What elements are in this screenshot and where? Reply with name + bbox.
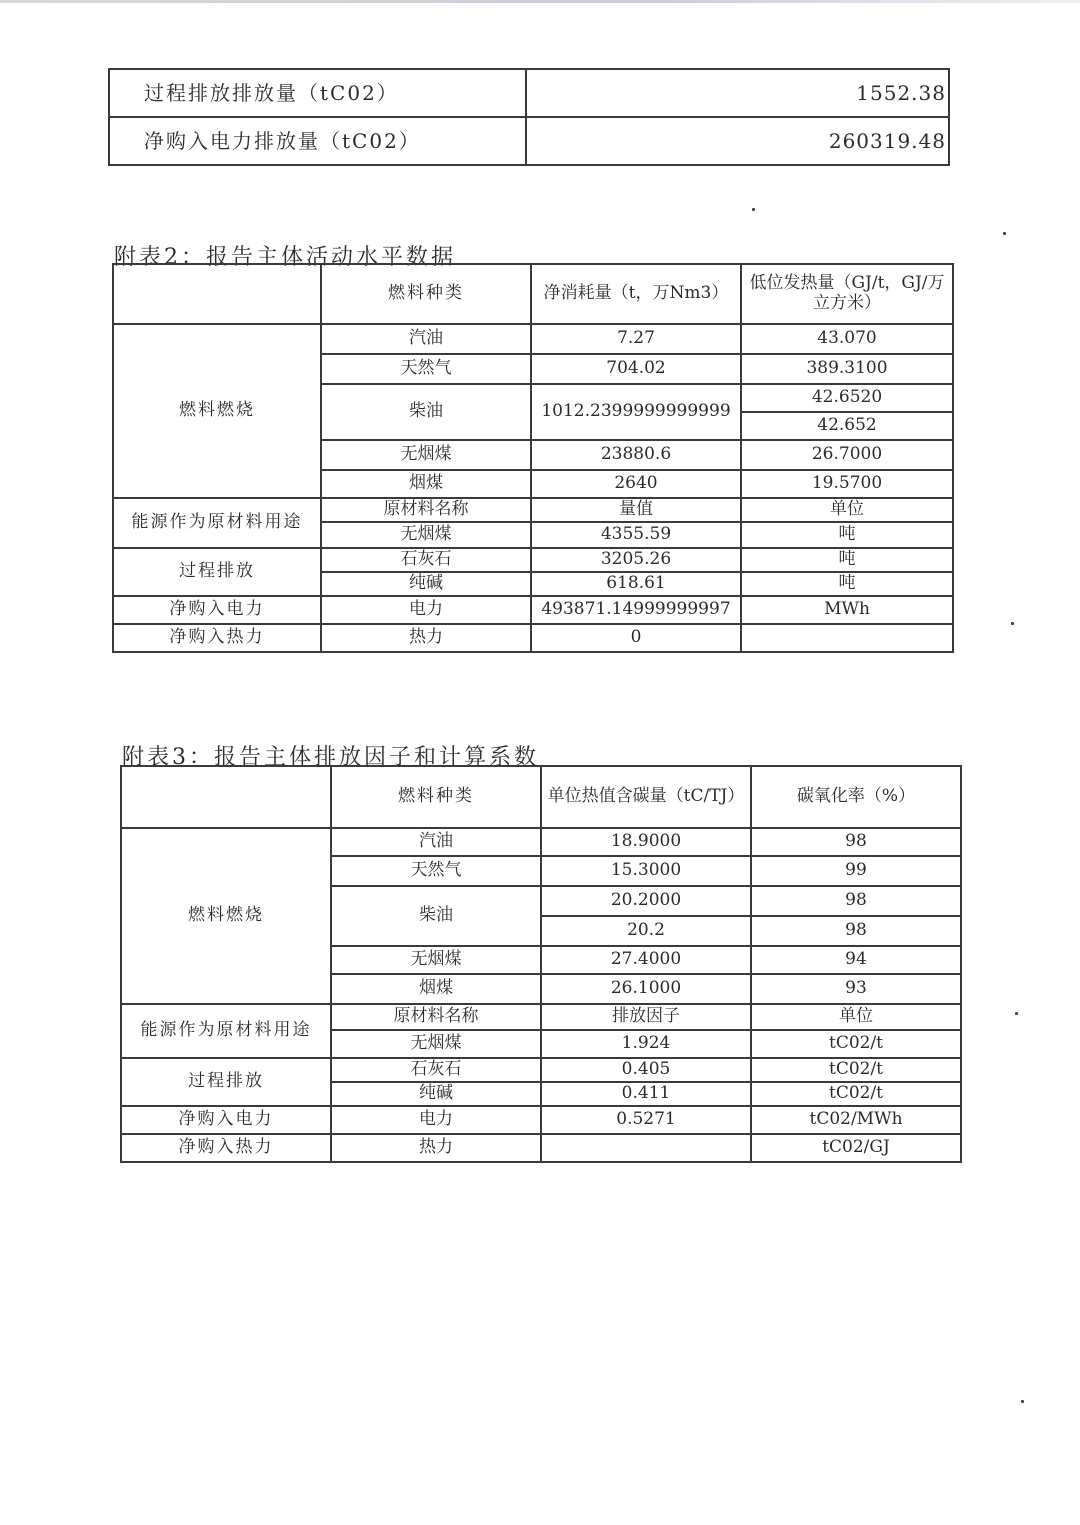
activity-data-table bbox=[112, 263, 954, 653]
table-row bbox=[121, 1004, 961, 1030]
fuel-name: 无烟煤 bbox=[331, 946, 541, 974]
fuel-name: 汽油 bbox=[321, 324, 531, 354]
scan-speck bbox=[1003, 232, 1006, 235]
material-name: 石灰石 bbox=[321, 548, 531, 572]
unit-value: tC02/GJ bbox=[751, 1134, 961, 1162]
scan-edge bbox=[0, 0, 1080, 3]
fuel-name: 柴油 bbox=[321, 384, 531, 440]
material-name: 热力 bbox=[331, 1134, 541, 1162]
material-name: 纯碱 bbox=[331, 1082, 541, 1106]
consumption-value: 704.02 bbox=[531, 354, 741, 384]
header-consumption: 净消耗量（t，万Nm3） bbox=[531, 264, 741, 324]
subheader-factor: 排放因子 bbox=[541, 1004, 751, 1030]
factor-value: 0.405 bbox=[541, 1058, 751, 1082]
heat-value: 19.5700 bbox=[741, 470, 953, 498]
fuel-name: 柴油 bbox=[331, 886, 541, 946]
oxidation-value: 94 bbox=[751, 946, 961, 974]
unit-value: 吨 bbox=[741, 548, 953, 572]
empty-cell bbox=[113, 264, 321, 324]
table-row bbox=[113, 324, 953, 354]
row-label: 净购入电力排放量（tC02） bbox=[109, 117, 526, 165]
consumption-value: 2640 bbox=[531, 470, 741, 498]
material-name: 热力 bbox=[321, 624, 531, 652]
row-value: 260319.48 bbox=[526, 117, 949, 165]
factor-value: 0.5271 bbox=[541, 1106, 751, 1134]
oxidation-value: 98 bbox=[751, 916, 961, 946]
scan-speck bbox=[1011, 622, 1014, 625]
heat-value: 42.6520 bbox=[741, 384, 953, 412]
group-process: 过程排放 bbox=[121, 1058, 331, 1106]
group-feedstock: 能源作为原材料用途 bbox=[113, 498, 321, 548]
table-row bbox=[109, 69, 949, 117]
emission-factors-table bbox=[120, 765, 962, 1163]
factor-value: 1.924 bbox=[541, 1030, 751, 1058]
subheader-unit: 单位 bbox=[741, 498, 953, 522]
material-name: 电力 bbox=[331, 1106, 541, 1134]
unit-value: tC02/MWh bbox=[751, 1106, 961, 1134]
fuel-name: 天然气 bbox=[321, 354, 531, 384]
carbon-value: 15.3000 bbox=[541, 856, 751, 886]
group-combustion: 燃料燃烧 bbox=[121, 828, 331, 1004]
header-fuel-type: 燃料种类 bbox=[331, 766, 541, 828]
fuel-name: 烟煤 bbox=[321, 470, 531, 498]
subheader-amount: 量值 bbox=[531, 498, 741, 522]
table-row bbox=[121, 1106, 961, 1134]
header-carbon-content: 单位热值含碳量（tC/TJ） bbox=[541, 766, 751, 828]
material-name: 电力 bbox=[321, 596, 531, 624]
consumption-value: 23880.6 bbox=[531, 440, 741, 470]
amount-value: 493871.14999999997 bbox=[531, 596, 741, 624]
row-value: 1552.38 bbox=[526, 69, 949, 117]
material-name: 无烟煤 bbox=[321, 522, 531, 548]
unit-value bbox=[741, 624, 953, 652]
consumption-value: 1012.2399999999999 bbox=[531, 384, 741, 440]
scan-speck bbox=[1021, 1400, 1024, 1403]
header-row bbox=[113, 264, 953, 324]
heat-value: 42.652 bbox=[741, 412, 953, 440]
carbon-value: 20.2 bbox=[541, 916, 751, 946]
table-row bbox=[109, 117, 949, 165]
table-row bbox=[121, 1134, 961, 1162]
group-electricity: 净购入电力 bbox=[121, 1106, 331, 1134]
table-row bbox=[113, 498, 953, 522]
factor-value: 0.411 bbox=[541, 1082, 751, 1106]
table3-title: 附表3：报告主体排放因子和计算系数 bbox=[122, 745, 539, 770]
scan-speck bbox=[752, 208, 755, 211]
fuel-name: 天然气 bbox=[331, 856, 541, 886]
group-heat: 净购入热力 bbox=[113, 624, 321, 652]
material-name: 石灰石 bbox=[331, 1058, 541, 1082]
amount-value: 4355.59 bbox=[531, 522, 741, 548]
subheader-name: 原材料名称 bbox=[321, 498, 531, 522]
fuel-name: 汽油 bbox=[331, 828, 541, 856]
scan-speck bbox=[1015, 1012, 1018, 1015]
group-process: 过程排放 bbox=[113, 548, 321, 596]
oxidation-value: 93 bbox=[751, 974, 961, 1004]
carbon-value: 26.1000 bbox=[541, 974, 751, 1004]
amount-value: 0 bbox=[531, 624, 741, 652]
unit-value: 吨 bbox=[741, 522, 953, 548]
group-combustion: 燃料燃烧 bbox=[113, 324, 321, 498]
table2-title: 附表2：报告主体活动水平数据 bbox=[114, 245, 456, 270]
group-electricity: 净购入电力 bbox=[113, 596, 321, 624]
table-row bbox=[121, 1058, 961, 1082]
oxidation-value: 98 bbox=[751, 828, 961, 856]
carbon-value: 20.2000 bbox=[541, 886, 751, 916]
table-row bbox=[113, 548, 953, 572]
fuel-name: 烟煤 bbox=[331, 974, 541, 1004]
fuel-name: 无烟煤 bbox=[321, 440, 531, 470]
heat-value: 26.7000 bbox=[741, 440, 953, 470]
unit-value: tC02/t bbox=[751, 1058, 961, 1082]
table-row bbox=[113, 624, 953, 652]
unit-value: 吨 bbox=[741, 572, 953, 596]
factor-value bbox=[541, 1134, 751, 1162]
consumption-value: 7.27 bbox=[531, 324, 741, 354]
subheader-unit: 单位 bbox=[751, 1004, 961, 1030]
heat-value: 389.3100 bbox=[741, 354, 953, 384]
header-fuel-type: 燃料种类 bbox=[321, 264, 531, 324]
header-oxidation-rate: 碳氧化率（%） bbox=[751, 766, 961, 828]
oxidation-value: 99 bbox=[751, 856, 961, 886]
heat-value: 43.070 bbox=[741, 324, 953, 354]
unit-value: tC02/t bbox=[751, 1082, 961, 1106]
unit-value: MWh bbox=[741, 596, 953, 624]
unit-value: tC02/t bbox=[751, 1030, 961, 1058]
header-heat-value: 低位发热量（GJ/t，GJ/万立方米） bbox=[741, 264, 953, 324]
oxidation-value: 98 bbox=[751, 886, 961, 916]
carbon-value: 18.9000 bbox=[541, 828, 751, 856]
material-name: 纯碱 bbox=[321, 572, 531, 596]
material-name: 无烟煤 bbox=[331, 1030, 541, 1058]
amount-value: 618.61 bbox=[531, 572, 741, 596]
table-row bbox=[121, 828, 961, 856]
group-heat: 净购入热力 bbox=[121, 1134, 331, 1162]
carbon-value: 27.4000 bbox=[541, 946, 751, 974]
row-label: 过程排放排放量（tC02） bbox=[109, 69, 526, 117]
amount-value: 3205.26 bbox=[531, 548, 741, 572]
subheader-name: 原材料名称 bbox=[331, 1004, 541, 1030]
table-row bbox=[113, 596, 953, 624]
header-row bbox=[121, 766, 961, 828]
empty-cell bbox=[121, 766, 331, 828]
group-feedstock: 能源作为原材料用途 bbox=[121, 1004, 331, 1058]
emissions-summary-table bbox=[108, 68, 950, 166]
